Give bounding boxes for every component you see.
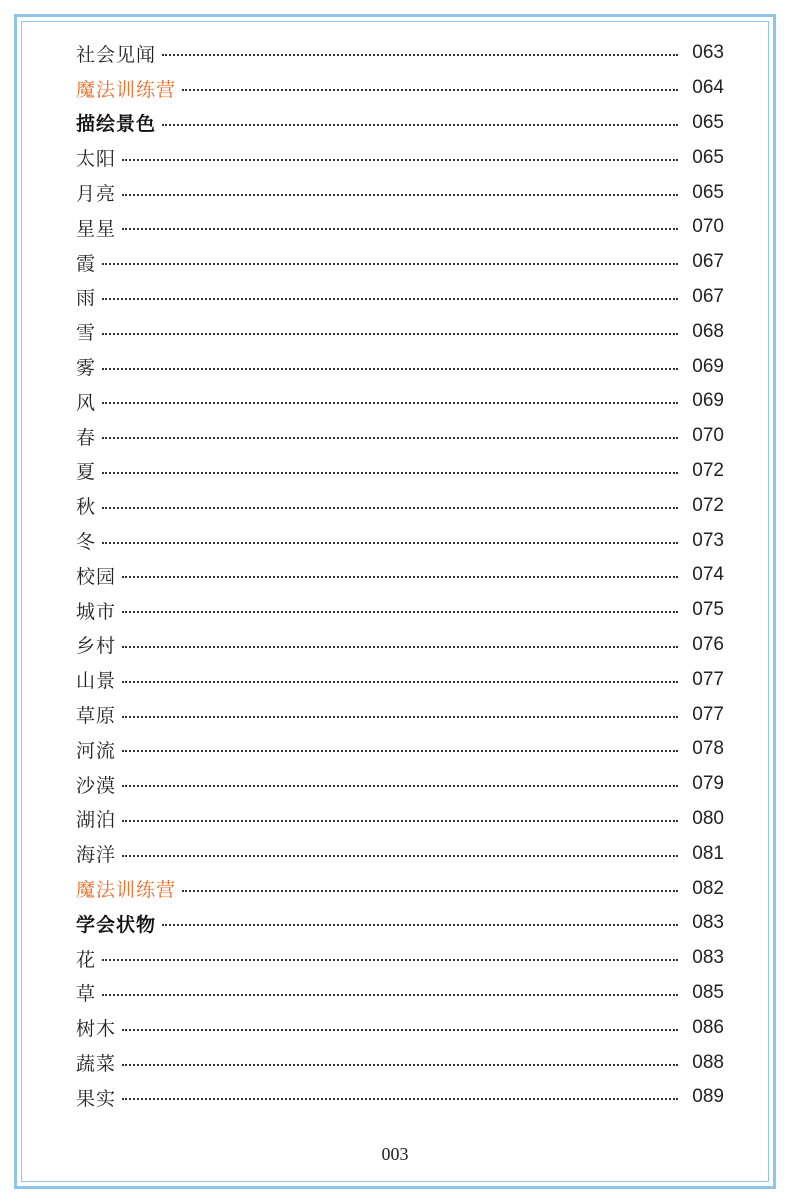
toc-entry-title: 春 <box>76 426 97 449</box>
toc-entry <box>76 732 724 767</box>
toc-entry <box>76 697 724 732</box>
dot-leader <box>122 785 678 787</box>
dot-leader <box>122 228 678 230</box>
toc-entry-title: 果实 <box>76 1087 117 1110</box>
dot-leader <box>102 263 678 265</box>
toc-entry-title: 山景 <box>76 670 117 693</box>
toc-entry-page-number: 079 <box>692 773 724 795</box>
dot-leader <box>102 333 678 335</box>
toc-entry <box>76 558 724 593</box>
toc-entry-page-number: 085 <box>692 981 724 1003</box>
toc-entry-page-number: 075 <box>692 599 724 621</box>
dot-leader <box>182 890 678 892</box>
toc-entry-title: 秋 <box>76 496 97 519</box>
toc-entry-page-number: 063 <box>692 42 724 64</box>
toc-entry-page-number: 068 <box>692 320 724 342</box>
toc-entry-page-number: 077 <box>692 668 724 690</box>
toc-entry-title: 乡村 <box>76 635 117 658</box>
toc-entry <box>76 454 724 489</box>
dot-leader <box>122 716 678 718</box>
toc-entry <box>76 871 724 906</box>
toc-entry-title: 太阳 <box>76 148 117 171</box>
toc-entry-title: 风 <box>76 391 97 414</box>
toc-entry-page-number: 089 <box>692 1086 724 1108</box>
toc-entry-title: 校园 <box>76 565 117 588</box>
dot-leader <box>122 820 678 822</box>
toc-entry-title: 月亮 <box>76 183 117 206</box>
dot-leader <box>102 542 678 544</box>
toc-entry <box>76 280 724 315</box>
toc-entry <box>76 628 724 663</box>
dot-leader <box>102 472 678 474</box>
dot-leader <box>122 646 678 648</box>
toc-entry <box>76 1080 724 1115</box>
toc-entry <box>76 175 724 210</box>
toc-entry-page-number: 083 <box>692 947 724 969</box>
toc-entry-title: 河流 <box>76 739 117 762</box>
toc-entry-title: 雨 <box>76 287 97 310</box>
toc-entry-page-number: 065 <box>692 181 724 203</box>
toc-entry-page-number: 082 <box>692 877 724 899</box>
toc-entry-page-number: 086 <box>692 1016 724 1038</box>
toc-entry <box>76 71 724 106</box>
toc-entry-page-number: 067 <box>692 285 724 307</box>
toc-entry-title: 雾 <box>76 357 97 380</box>
toc-entry <box>76 210 724 245</box>
toc-entry-title: 霞 <box>76 252 97 275</box>
toc-entry-title: 夏 <box>76 461 97 484</box>
toc-entry-title: 草原 <box>76 705 117 728</box>
toc-entry-title: 学会状物 <box>76 913 157 936</box>
toc-entry-title: 花 <box>76 948 97 971</box>
toc-entry <box>76 802 724 837</box>
toc-entry-page-number: 072 <box>692 494 724 516</box>
toc-entry-title: 海洋 <box>76 844 117 867</box>
toc-entry <box>76 140 724 175</box>
dot-leader <box>122 159 678 161</box>
dot-leader <box>102 368 678 370</box>
toc-entry-title: 魔法训练营 <box>76 78 177 101</box>
toc-entry-page-number: 077 <box>692 703 724 725</box>
toc-entry-page-number: 065 <box>692 111 724 133</box>
dot-leader <box>102 994 678 996</box>
toc-entry-title: 沙漠 <box>76 774 117 797</box>
toc-entry-page-number: 069 <box>692 390 724 412</box>
toc-entry-page-number: 074 <box>692 564 724 586</box>
toc-entry <box>76 523 724 558</box>
toc-entry <box>76 419 724 454</box>
dot-leader <box>102 437 678 439</box>
dot-leader <box>102 402 678 404</box>
toc-entry <box>76 976 724 1011</box>
toc-entry <box>76 245 724 280</box>
dot-leader <box>122 681 678 683</box>
toc-entry-page-number: 080 <box>692 807 724 829</box>
dot-leader <box>102 507 678 509</box>
toc-entry <box>76 593 724 628</box>
toc-entry <box>76 314 724 349</box>
dot-leader <box>102 298 678 300</box>
table-of-contents <box>76 36 724 1115</box>
toc-entry-title: 冬 <box>76 531 97 554</box>
toc-entry <box>76 36 724 71</box>
toc-entry <box>76 384 724 419</box>
toc-entry-page-number: 081 <box>692 842 724 864</box>
toc-entry-page-number: 070 <box>692 425 724 447</box>
dot-leader <box>162 924 678 926</box>
toc-entry-page-number: 064 <box>692 77 724 99</box>
toc-entry-page-number: 067 <box>692 251 724 273</box>
toc-entry-title: 社会见闻 <box>76 43 157 66</box>
toc-entry <box>76 767 724 802</box>
dot-leader <box>162 124 678 126</box>
toc-entry-page-number: 073 <box>692 529 724 551</box>
toc-entry-title: 魔法训练营 <box>76 879 177 902</box>
toc-entry-page-number: 070 <box>692 216 724 238</box>
toc-entry <box>76 349 724 384</box>
toc-entry <box>76 941 724 976</box>
toc-entry <box>76 106 724 141</box>
dot-leader <box>122 1029 678 1031</box>
page-number: 003 <box>381 1144 409 1164</box>
toc-entry-page-number: 076 <box>692 633 724 655</box>
toc-entry <box>76 1045 724 1080</box>
toc-entry <box>76 488 724 523</box>
dot-leader <box>122 1098 678 1100</box>
toc-entry-page-number: 083 <box>692 912 724 934</box>
toc-entry <box>76 836 724 871</box>
dot-leader <box>122 750 678 752</box>
toc-entry-title: 树木 <box>76 1018 117 1041</box>
dot-leader <box>122 1064 678 1066</box>
toc-entry-page-number: 065 <box>692 146 724 168</box>
dot-leader <box>122 194 678 196</box>
dot-leader <box>122 576 678 578</box>
toc-entry-title: 星星 <box>76 217 117 240</box>
toc-entry-page-number: 069 <box>692 355 724 377</box>
toc-entry-title: 描绘景色 <box>76 113 157 136</box>
toc-entry <box>76 662 724 697</box>
toc-entry-page-number: 078 <box>692 738 724 760</box>
toc-entry-title: 湖泊 <box>76 809 117 832</box>
dot-leader <box>182 89 678 91</box>
toc-entry <box>76 906 724 941</box>
toc-entry-page-number: 072 <box>692 459 724 481</box>
toc-entry-title: 城市 <box>76 600 117 623</box>
dot-leader <box>102 959 678 961</box>
toc-entry-page-number: 088 <box>692 1051 724 1073</box>
toc-entry-title: 蔬菜 <box>76 1053 117 1075</box>
toc-entry-title: 草 <box>76 983 97 1006</box>
toc-entry-title: 雪 <box>76 322 97 345</box>
toc-entry <box>76 1010 724 1045</box>
dot-leader <box>122 855 678 857</box>
dot-leader <box>122 611 678 613</box>
dot-leader <box>162 54 678 56</box>
